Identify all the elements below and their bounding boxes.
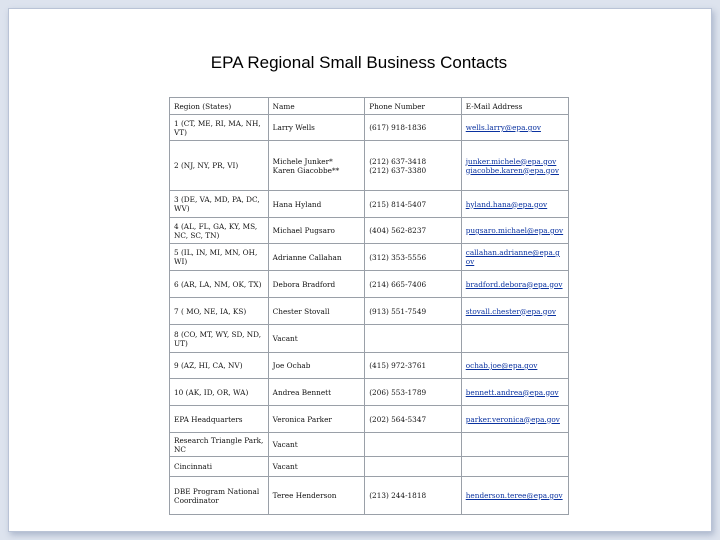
cell-name: Joe Ochab: [268, 353, 365, 379]
cell-phone: (913) 551-7549: [365, 298, 462, 325]
table-row: [170, 115, 569, 141]
table-row: [170, 406, 569, 433]
cell-region: DBE Program National Coordinator: [170, 477, 269, 515]
cell-phone: (215) 814-5407: [365, 191, 462, 218]
cell-email: [461, 457, 568, 477]
cell-region: 6 (AR, LA, NM, OK, TX): [170, 271, 269, 298]
cell-name: Vacant: [268, 325, 365, 353]
table-row: [170, 477, 569, 515]
table-row: [170, 379, 569, 406]
table-header-row: [170, 98, 569, 115]
table-row: [170, 218, 569, 244]
cell-region: EPA Headquarters: [170, 406, 269, 433]
cell-email: [461, 406, 568, 433]
table-row: [170, 325, 569, 353]
cell-email: [461, 115, 568, 141]
cell-phone: (202) 564-5347: [365, 406, 462, 433]
table-row: [170, 191, 569, 218]
email-link[interactable]: ochab.joe@epa.gov: [465, 361, 538, 370]
cell-region: Cincinnati: [170, 457, 269, 477]
cell-phone: [365, 141, 462, 191]
cell-email: [461, 298, 568, 325]
table-row: [170, 141, 569, 191]
cell-region: 7 ( MO, NE, IA, KS): [170, 298, 269, 325]
cell-name: Hana Hyland: [268, 191, 365, 218]
cell-phone: (312) 353-5556: [365, 244, 462, 271]
email-link[interactable]: giacobbe.karen@epa.gov: [465, 165, 559, 175]
cell-email: [461, 244, 568, 271]
email-link[interactable]: bennett.andrea@epa.gov: [465, 387, 559, 397]
phone-line: (212) 637-3380: [369, 165, 427, 175]
header-region: Region (States): [170, 98, 269, 115]
slide: [8, 8, 712, 532]
cell-name: [268, 141, 365, 191]
table-row: [170, 244, 569, 271]
table-row: [170, 433, 569, 457]
email-link[interactable]: wells.larry@epa.gov: [465, 123, 541, 132]
cell-name: Veronica Parker: [268, 406, 365, 433]
cell-region: 8 (CO, MT, WY, SD, ND, UT): [170, 325, 269, 353]
name-line: Karen Giacobbe**: [272, 165, 340, 175]
header-name: Name: [268, 98, 365, 115]
name-line: Michele Junker*: [272, 156, 333, 166]
cell-email: [461, 271, 568, 298]
cell-phone: (415) 972-3761: [365, 353, 462, 379]
page-title: EPA Regional Small Business Contacts: [210, 53, 508, 72]
cell-phone: (617) 918-1836: [365, 115, 462, 141]
email-link[interactable]: pugsaro.michael@epa.gov: [465, 226, 564, 235]
cell-email: [461, 477, 568, 515]
cell-email: [461, 141, 568, 191]
table-row: [170, 298, 569, 325]
email-link[interactable]: bradford.debora@epa.gov: [465, 279, 563, 289]
cell-region: 9 (AZ, HI, CA, NV): [170, 353, 269, 379]
cell-region: 5 (IL, IN, MI, MN, OH, WI): [170, 244, 269, 271]
cell-phone: (404) 562-8237: [365, 218, 462, 244]
cell-phone: [365, 457, 462, 477]
cell-region: 10 (AK, ID, OR, WA): [170, 379, 269, 406]
cell-name: Larry Wells: [268, 115, 365, 141]
cell-phone: (206) 553-1789: [365, 379, 462, 406]
cell-name: Michael Pugsaro: [268, 218, 365, 244]
cell-region: 2 (NJ, NY, PR, VI): [170, 141, 269, 191]
cell-name: Chester Stovall: [268, 298, 365, 325]
cell-email: [461, 191, 568, 218]
cell-email: [461, 353, 568, 379]
cell-email: [461, 325, 568, 353]
header-email: E-Mail Address: [461, 98, 568, 115]
email-link[interactable]: parker.veronica@epa.gov: [465, 414, 560, 424]
cell-phone: [365, 433, 462, 457]
email-link[interactable]: junker.michele@epa.gov: [465, 156, 557, 166]
phone-line: (212) 637-3418: [369, 156, 427, 166]
cell-phone: (213) 244-1818: [365, 477, 462, 515]
cell-region: 4 (AL, FL, GA, KY, MS, NC, SC, TN): [170, 218, 269, 244]
header-phone: Phone Number: [365, 98, 462, 115]
cell-email: [461, 379, 568, 406]
cell-phone: [365, 325, 462, 353]
cell-name: Teree Henderson: [268, 477, 365, 515]
cell-name: Vacant: [268, 433, 365, 457]
cell-name: Debora Bradford: [268, 271, 365, 298]
table-row: [170, 457, 569, 477]
contacts-table: [169, 97, 569, 515]
table-row: [170, 271, 569, 298]
email-link[interactable]: stovall.chester@epa.gov: [465, 306, 556, 316]
cell-email: [461, 218, 568, 244]
cell-phone: (214) 665-7406: [365, 271, 462, 298]
email-link[interactable]: henderson.teree@epa.gov: [465, 491, 563, 500]
cell-name: Andrea Bennett: [268, 379, 365, 406]
cell-region: 1 (CT, ME, RI, MA, NH, VT): [170, 115, 269, 141]
cell-region: Research Triangle Park, NC: [170, 433, 269, 457]
email-link[interactable]: callahan.adrianne@epa.gov: [465, 248, 560, 266]
cell-region: 3 (DE, VA, MD, PA, DC, WV): [170, 191, 269, 218]
cell-name: Vacant: [268, 457, 365, 477]
cell-name: Adrianne Callahan: [268, 244, 365, 271]
email-link[interactable]: hyland.hana@epa.gov: [465, 199, 548, 209]
cell-email: [461, 433, 568, 457]
table-row: [170, 353, 569, 379]
